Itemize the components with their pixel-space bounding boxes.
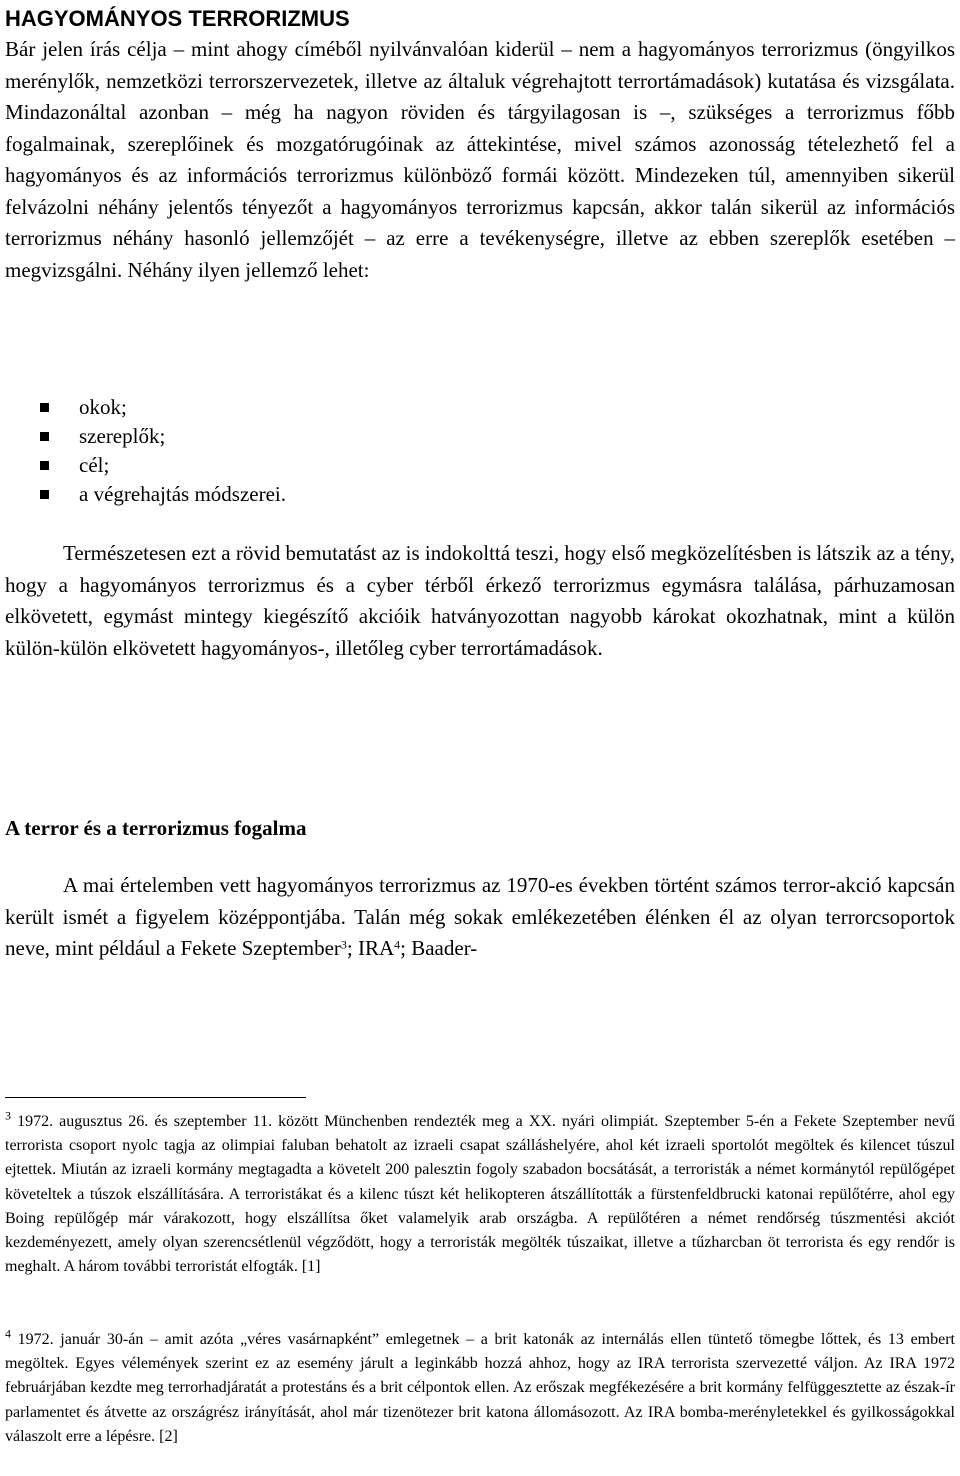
footnote-3: $^3$ 1972. augusztus 26. és szeptember 11. között Münchenben rendezték meg a XX. nyári olimpiát. Szeptember 5-én a Fekete Szeptember nevű terrorista csoport nyolc tagja az olimpiai faluban behatolt az izraeli csapat szálláshelyére, ahol két izraeli sportolót megöltek és kilencet túszul ejtettek. Miután az izraeli kormány megtagadta a követelt 200 palesztin fogoly szabadon bocsátását, a terroristák a német kormánytól repülőgépet követeltek a túszok elszállítására. A terroristákat és a kilenc túszt két helikopteren átszállították a fürstenfeldbrucki katonai repülőtérre, ahol egy Boing repülőgép már várakozott, hogy elszállítsa őket valamelyik arab országba. A repülőtéren a német rendőrség túszmentési akciót kezdeményezett, amely olyan szerencsétlenül végződött, hogy a terroristák megölték túszaikat, illetve a tűzharcban öt terrorista és egy rendőr is meghalt. A három további terroristát elfogták. [1] [5,1108,955,1276]
square-bullet-icon [40,490,49,499]
footnote-divider [5,1097,306,1098]
second-paragraph: Természetesen ezt a rövid bemutatást az is indokolttá teszi, hogy első megközelítésben is látszik az a tény, hogy a hagyományos terrorizmus és a cyber térből érkező terrorizmus egymásra találása, párhuzamosan elkövetett, egymást mintegy kiegészítő akcióik hatványozottan nagyobb károkat okozhatnak, mint a külön külön-külön elkövetett hagyományos-, illetőleg cyber terrortámadások. [5,541,955,660]
section-heading: A terror és a terrorizmus fogalma [5,816,307,840]
list-item: okok; [5,393,955,422]
square-bullet-icon [40,461,49,470]
intro-paragraph: Bár jelen írás célja – mint ahogy címéből nyilvánvalóan kiderül – nem a hagyományos terrorizmus (öngyilkos merénylők, nemzetközi terrorszervezetek, illetve az általuk végrehajtott terrortámadások) kutatása és vizsgálata. Mindazonáltal azonban – még ha nagyon röviden és tárgyilagosan is –, szükséges a terrorizmus főbb fogalmainak, szereplőinek és mozgatórugóinak az áttekintése, mivel számos azonosság tételezhető fel a hagyományos és az információs terrorizmus különböző formái között. Mindezeken túl, amennyiben sikerül felvázolni néhány jelentős tényezőt a hagyományos terrorizmus kapcsán, akkor talán sikerül az információs terrorizmus néhány hasonló jellemzőjét – az erre a tevékenységre, illetve az ebben szereplők esetében – megvizsgálni. Néhány ilyen jellemző lehet: [5,37,955,282]
square-bullet-icon [40,403,49,412]
page-title: HAGYOMÁNYOS TERRORIZMUS [5,6,350,31]
footnote-mark: 3 [5,1108,11,1123]
square-bullet-icon [40,432,49,441]
footnote-mark: 4 [5,1326,11,1341]
list-item: szereplők; [5,422,955,451]
footnote-ref-4[interactable]: 4 [394,937,401,952]
section-paragraph: A mai értelemben vett hagyományos terrorizmus az 1970-es években történt számos terror-akció kapcsán került ismét a figyelem középpontjába. Talán még sokak emlékezetében élénken él az olyan terrorcsoportok neve, mint például a Fekete Szeptember$^3$; IRA$^4$; Baader- [5,873,955,960]
footnote-4: $^4$ 1972. január 30-án – amit azóta „véres vasárnapként” emlegetnek – a brit katonák az internálás ellen tüntető tömegbe lőttek, és 13 embert megöltek. Egyes vélemények szerint ez az esemény járult a leginkább hozzá ahhoz, hogy az IRA terrorista szervezetté váljon. Az IRA 1972 februárjában kezdte meg terrorhadjáratát a protestáns és a brit célpontok ellen. Az erőszak megfékezésére a brit kormány felfüggesztette az észak-ír parlamentet és átvette az országrész irányítását, ahol már tizenötezer brit katona állomásozott. Az IRA bomba-merényletekkel és gyilkosságokkal válaszolt erre a lépésre. [2] [5,1326,955,1445]
list-item: a végrehajtás módszerei. [5,480,955,509]
characteristics-list [5,393,955,509]
list-item: cél; [5,451,955,480]
footnote-ref-3[interactable]: 3 [340,937,347,952]
